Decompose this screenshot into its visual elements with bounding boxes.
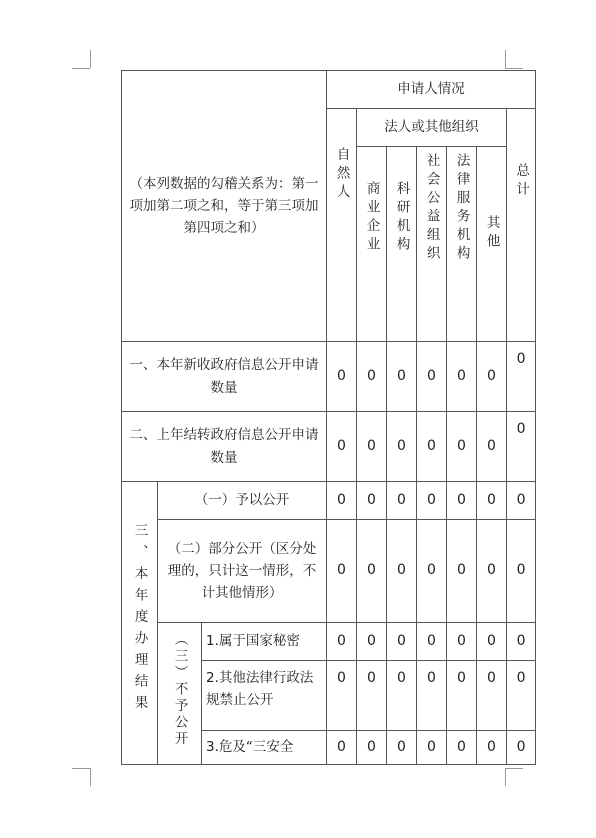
value-cell: 0 bbox=[477, 342, 507, 412]
not-disclosed-label: （三）不予公开 bbox=[171, 632, 188, 748]
value-cell: 0 bbox=[357, 412, 387, 482]
social-welfare-org-label: 社会公益组织 bbox=[423, 153, 440, 264]
natural-person-header bbox=[327, 109, 357, 342]
other-label: 其他 bbox=[483, 215, 500, 252]
section-three-label: 三、本年度办理结果 bbox=[131, 522, 148, 717]
total-value-cell: 0 bbox=[507, 661, 536, 731]
value-cell: 0 bbox=[387, 342, 417, 412]
legal-or-org-header: 法人或其他组织 bbox=[357, 109, 507, 147]
value-cell: 0 bbox=[447, 412, 477, 482]
row-partially-disclosed-label: （二）部分公开（区分处理的，只计这一情形，不计其他情形） bbox=[158, 520, 327, 623]
crop-mark-bottom-left-v bbox=[90, 768, 91, 786]
value-cell: 0 bbox=[327, 661, 357, 731]
value-cell: 0 bbox=[477, 731, 507, 765]
social-welfare-org-header bbox=[417, 147, 447, 342]
crop-mark-top-right-h bbox=[505, 68, 523, 69]
value-cell: 0 bbox=[327, 412, 357, 482]
value-cell: 0 bbox=[447, 731, 477, 765]
value-cell: 0 bbox=[357, 520, 387, 623]
total-header bbox=[507, 109, 536, 342]
value-cell: 0 bbox=[357, 342, 387, 412]
value-cell: 0 bbox=[417, 661, 447, 731]
value-cell: 0 bbox=[477, 623, 507, 661]
section-three-label-cell bbox=[122, 482, 158, 765]
value-cell: 0 bbox=[357, 482, 387, 520]
value-cell: 0 bbox=[447, 482, 477, 520]
row-new-applications-label: 一、本年新收政府信息公开申请数量 bbox=[122, 342, 327, 412]
row-disclosed-label: （一）予以公开 bbox=[158, 482, 327, 520]
value-cell: 0 bbox=[417, 731, 447, 765]
value-cell: 0 bbox=[327, 520, 357, 623]
total-value-cell: 0 bbox=[507, 520, 536, 623]
row-disclosed bbox=[122, 482, 536, 520]
value-cell: 0 bbox=[387, 412, 417, 482]
value-cell: 0 bbox=[327, 731, 357, 765]
row-state-secret bbox=[122, 623, 536, 661]
not-disclosed-label-cell bbox=[158, 623, 202, 765]
row-state-secret-label: 1.属于国家秘密 bbox=[202, 623, 327, 661]
value-cell: 0 bbox=[357, 731, 387, 765]
value-cell: 0 bbox=[447, 520, 477, 623]
legal-service-org-header bbox=[447, 147, 477, 342]
row-partially-disclosed bbox=[122, 520, 536, 623]
disclosure-statistics-table-wrapper bbox=[121, 70, 535, 764]
value-cell: 0 bbox=[447, 623, 477, 661]
value-cell: 0 bbox=[327, 623, 357, 661]
applicant-situation-header: 申请人情况 bbox=[327, 71, 536, 109]
value-cell: 0 bbox=[417, 412, 447, 482]
crop-mark-top-left-v bbox=[90, 50, 91, 68]
crop-mark-bottom-right-h bbox=[505, 768, 523, 769]
total-value-cell: 0 bbox=[507, 482, 536, 520]
value-cell: 0 bbox=[417, 482, 447, 520]
value-cell: 0 bbox=[477, 520, 507, 623]
crop-mark-bottom-right-v bbox=[505, 768, 506, 786]
commercial-enterprise-label: 商业企业 bbox=[363, 181, 380, 255]
row-three-safety-label: 3.危及“三安全 bbox=[202, 731, 327, 765]
total-value-cell: 0 bbox=[507, 412, 536, 482]
value-cell: 0 bbox=[387, 520, 417, 623]
value-cell: 0 bbox=[447, 661, 477, 731]
value-cell: 0 bbox=[417, 623, 447, 661]
total-value-cell: 0 bbox=[507, 731, 536, 765]
total-label: 总计 bbox=[513, 163, 530, 200]
value-cell: 0 bbox=[387, 623, 417, 661]
crop-mark-bottom-left-h bbox=[72, 768, 90, 769]
value-cell: 0 bbox=[387, 482, 417, 520]
value-cell: 0 bbox=[477, 482, 507, 520]
value-cell: 0 bbox=[357, 623, 387, 661]
commercial-enterprise-header bbox=[357, 147, 387, 342]
value-cell: 0 bbox=[357, 661, 387, 731]
value-cell: 0 bbox=[447, 342, 477, 412]
value-cell: 0 bbox=[327, 482, 357, 520]
total-value-cell: 0 bbox=[507, 623, 536, 661]
natural-person-label: 自然人 bbox=[333, 147, 350, 203]
value-cell: 0 bbox=[477, 412, 507, 482]
disclosure-statistics-table bbox=[121, 70, 536, 765]
row-carried-over-label: 二、上年结转政府信息公开申请数量 bbox=[122, 412, 327, 482]
crop-mark-top-right-v bbox=[505, 50, 506, 68]
value-cell: 0 bbox=[387, 661, 417, 731]
value-cell: 0 bbox=[417, 520, 447, 623]
other-header bbox=[477, 147, 507, 342]
value-cell: 0 bbox=[417, 342, 447, 412]
header-row-1 bbox=[122, 71, 536, 109]
row-carried-over bbox=[122, 412, 536, 482]
legal-service-org-label: 法律服务机构 bbox=[453, 153, 470, 264]
row-law-prohibited-label: 2.其他法律行政法规禁止公开 bbox=[202, 661, 327, 731]
value-cell: 0 bbox=[327, 342, 357, 412]
research-institution-header bbox=[387, 147, 417, 342]
crop-mark-top-left-h bbox=[72, 68, 90, 69]
research-institution-label: 科研机构 bbox=[393, 181, 410, 255]
corner-note-cell bbox=[122, 71, 327, 342]
row-new-applications bbox=[122, 342, 536, 412]
corner-note: （本列数据的勾稽关系为：第一项加第二项之和，等于第三项加第四项之和） bbox=[129, 175, 319, 237]
value-cell: 0 bbox=[387, 731, 417, 765]
value-cell: 0 bbox=[477, 661, 507, 731]
total-value-cell: 0 bbox=[507, 342, 536, 412]
